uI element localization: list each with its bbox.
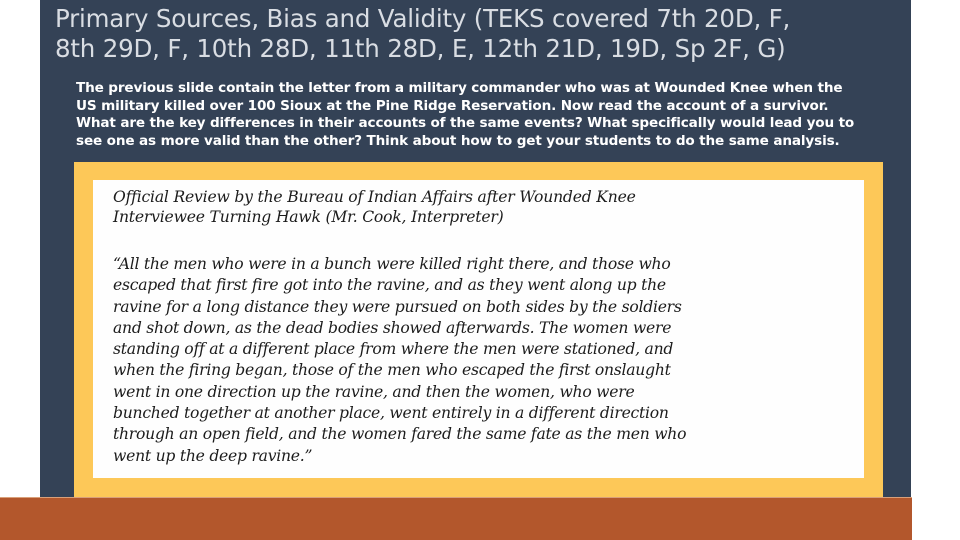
intro-line: see one as more valid than the other? Think about how to get your students to do the same analysis. <box>76 132 840 149</box>
quote-line: standing off at a different place from where the men were stationed, and <box>113 340 674 359</box>
quote-line: when the firing began, those of the men who escaped the first onslaught <box>113 361 671 380</box>
quote-line: ravine for a long distance they were pursued on both sides by the soldiers <box>113 297 682 316</box>
quote-line: went in one direction up the ravine, and then the women, who were <box>113 382 635 401</box>
intro-line: The previous slide contain the letter from a military commander who was at Wounded Knee when the <box>76 80 843 96</box>
intro-line: What are the key differences in their accounts of the same events? What specifically would lead you to <box>76 115 855 132</box>
quote-line: escaped that first fire got into the ravine, and as they went along up the <box>113 276 666 295</box>
bottom-accent-bar <box>0 497 960 540</box>
slide-title-line-2: 8th 29D, F, 10th 28D, 11th 28D, E, 12th 21D, 19D, Sp 2F, G) <box>55 34 786 63</box>
slide-title-line-1: Primary Sources, Bias and Validity (TEKS covered 7th 20D, F, <box>55 4 791 33</box>
quote-line: through an open field, and the women fared the same fate as the men who <box>113 425 687 444</box>
slide-title <box>55 4 905 64</box>
quote-heading-line: Official Review by the Bureau of Indian Affairs after Wounded Knee <box>113 188 636 206</box>
quote-line: “All the men who were in a bunch were killed right there, and those who <box>113 255 671 273</box>
bottom-bar-notch <box>912 497 960 540</box>
intro-paragraph <box>76 80 911 150</box>
quote-line: bunched together at another place, went entirely in a different direction <box>113 404 669 423</box>
quote-line: and shot down, as the dead bodies showed afterwards. The women were <box>113 318 672 337</box>
quote-text <box>113 254 853 467</box>
quote-line: went up the deep ravine.” <box>113 446 313 465</box>
quote-heading <box>113 187 853 227</box>
quote-heading-line: Interviewee Turning Hawk (Mr. Cook, Interpreter) <box>113 208 504 226</box>
intro-line: US military killed over 100 Sioux at the Pine Ridge Reservation. Now read the account of a survivor. <box>76 97 829 114</box>
bottom-bar-edge <box>0 497 960 498</box>
